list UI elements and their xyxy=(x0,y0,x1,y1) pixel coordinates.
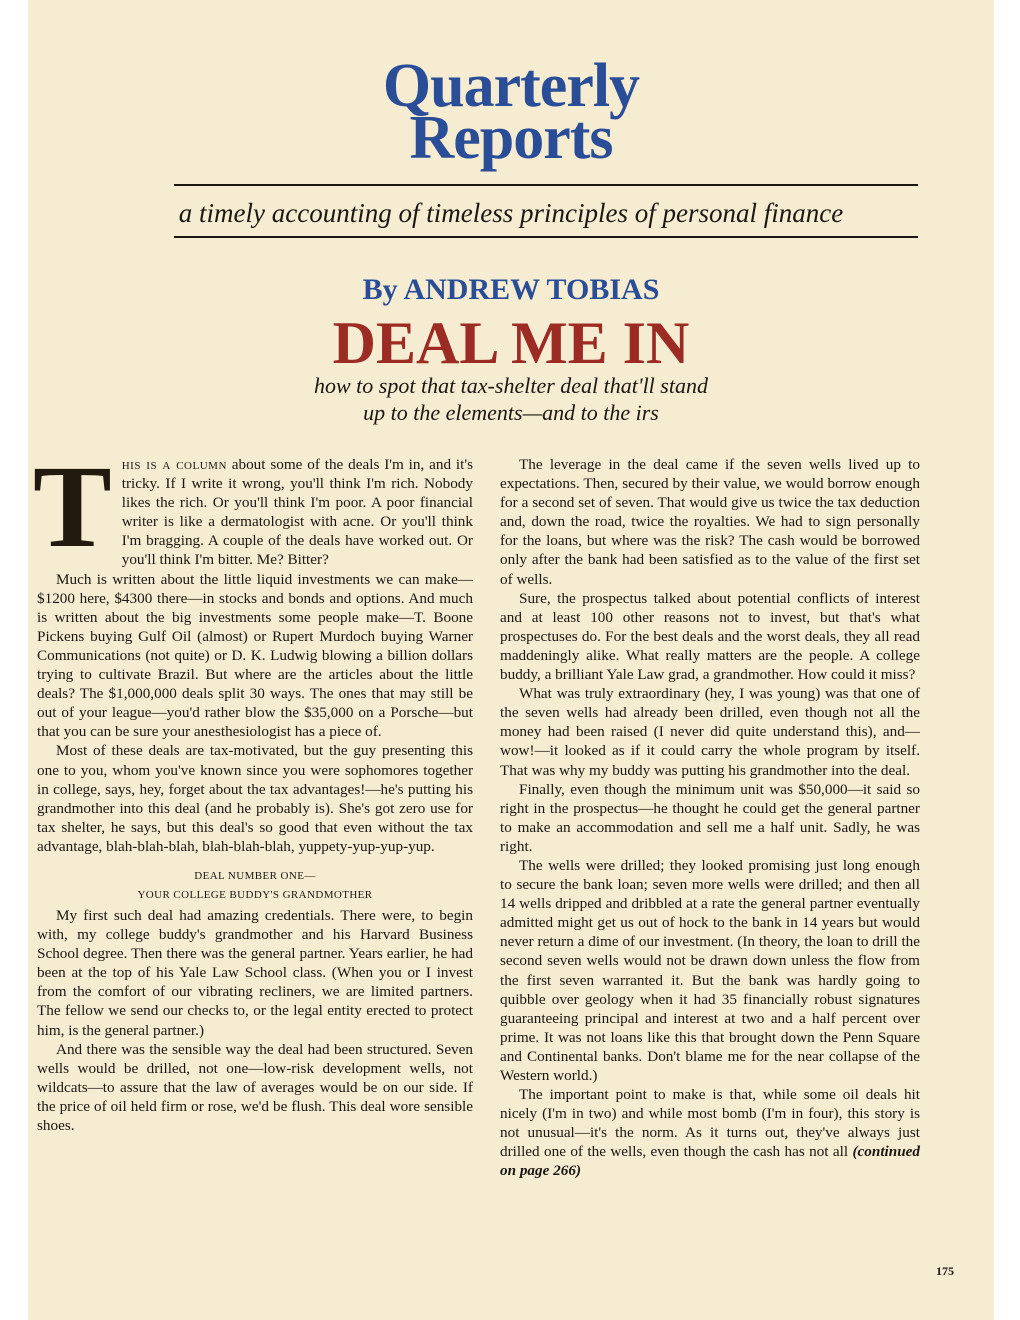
magazine-page xyxy=(28,0,994,1320)
subhead-line-2: YOUR COLLEGE BUDDY'S GRANDMOTHER xyxy=(137,888,373,901)
paragraph-4: My first such deal had amazing credentials. There were, to begin with, my college buddy's grandmother and his Harvard Business School degree. Then there was the general partner. Years earlier, he had been at the top of his Yale Law School class. (When you or I invest from the comfort of our vibrating recliners, we are limited partners. The fellow we send our checks to, or the legal entity erected to protect him, is the general partner.) xyxy=(37,906,473,1039)
lead-small-caps: his is a column xyxy=(121,456,227,473)
subhead-line-1: DEAL NUMBER ONE— xyxy=(194,869,316,882)
paragraph-1-text: about some of the deals I'm in, and it's tricky. If I write it wrong, you'll think I'm rich. Nobody likes the rich. Or you'll think I'm poor. A poor financial writer is like a dermatologist with acne. Or you'll think I'm bragging. A couple of the deals have worked out. Or you'll think I'm bitter. Me? Bitter? xyxy=(121,456,473,569)
column-left xyxy=(33,441,473,1135)
masthead-line-2: Reports xyxy=(409,104,613,172)
masthead xyxy=(28,52,994,172)
paragraph-7: Sure, the prospectus talked about potential conflicts of interest and at least 100 other reasons not to invest, but that's what prospectuses do. For the best deals and the worst deals, they all read maddeningly alike. What really matters are the people. A college buddy, a brilliant Yale Law grad, a grandmother. How could it miss? xyxy=(500,589,920,684)
drop-cap: T xyxy=(33,441,112,572)
paragraph-1 xyxy=(33,441,473,572)
continued-note: (continued on page 266) xyxy=(500,1143,920,1180)
paragraph-8: What was truly extraordinary (hey, I was young) was that one of the seven wells had already been drilled, even though not all the money had been raised (I never did quite understand this), and—wow!—it looked as if it could carry the whole program by itself. That was why my buddy was putting his grandmother into the deal. xyxy=(500,685,920,779)
dek-line-1: how to spot that tax-shelter deal that'll stand xyxy=(314,373,708,398)
dek-line-2: up to the elements—and to the irs xyxy=(363,400,659,425)
paragraph-2: Much is written about the little liquid investments we can make—$1200 here, $4300 there—in stocks and bonds and options. And much is written about the big investments some people make—T. Boone Pickens buying Gulf Oil (almost) or Rupert Murdoch buying Warner Communications (not quite) or D. K. Ludwig blowing a billion dollars trying to cultivate Brazil. But where are the articles about the little deals? The $1,000,000 deals split 30 ways. The ones that may still be out of your league—you'd rather blow the $35,000 on a Porsche—but that you can be sure your anesthesiologist has a piece of. xyxy=(37,570,473,741)
top-rule xyxy=(174,184,918,186)
paragraph-11-text: The important point to make is that, while some oil deals hit nicely (I'm in two) and while most bomb (I'm in four), this story is not unusual—it's the norm. As it turns out, they've always just drilled one of the wells, even though the cash has not all xyxy=(500,1086,920,1161)
byline: By ANDREW TOBIAS xyxy=(362,273,660,306)
bottom-rule xyxy=(174,236,918,238)
masthead-line-1: Quarterly xyxy=(382,52,640,120)
tagline: a timely accounting of timeless principles of personal finance xyxy=(178,198,844,228)
page-number: 175 xyxy=(936,1264,954,1278)
section-subhead xyxy=(37,867,473,905)
paragraph-9: Finally, even though the minimum unit was $50,000—it said so right in the prospectus—he thought he could get the general partner to make an accommodation and sell me a half unit. Sadly, he was right. xyxy=(500,780,920,855)
paragraph-10: The wells were drilled; they looked promising just long enough to secure the bank loan; seven more wells were drilled; and then all 14 wells dripped and dribbled at a rate the general partner eventually admitted might get us out of hock to the bank in 14 years but would never return a dime of our investment. (In theory, the loan to drill the second seven wells would not be drawn down unless the flow from the first seven warranted it. But the bank was hardly going to quibble over geology when it had 35 financially robust signatures guaranteeing principal and interest at two and a half percent over prime. It was not loans like this that brought down the Penn Square and Continental banks. Don't blame me for the near collapse of the Western world.) xyxy=(500,856,920,1084)
paragraph-3: Most of these deals are tax-motivated, but the guy presenting this one to you, whom you've known since you were sophomores together in college, says, hey, forget about the tax advantages!—he's putting his grandmother into this deal (and he probably is). She's got zero use for tax shelter, he says, but this deal's so good that even without the tax advantage, blah-blah-blah, blah-blah-blah, yuppety-yup-yup-yup. xyxy=(37,742,473,855)
dek xyxy=(28,372,994,426)
headline: DEAL ME IN xyxy=(332,310,690,376)
paragraph-5: And there was the sensible way the deal had been structured. Seven wells would be drilled, not one—low-risk development wells, not wildcats—to assure that the law of averages would be on our side. If the price of oil held firm or rose, we'd be flush. This deal wore sensible shoes. xyxy=(37,1040,473,1134)
paragraph-6: The leverage in the deal came if the seven wells lived up to expectations. Then, secured by their value, we would borrow enough for a second set of seven. That would give us twice the tax deduction and, down the road, twice the royalties. We had to sign personally for the loans, but where was the risk? The cash would be borrowed only after the bank had been satisfied as to the value of the first set of wells. xyxy=(500,456,920,588)
paragraph-11 xyxy=(500,1085,920,1180)
column-right xyxy=(500,455,920,1181)
